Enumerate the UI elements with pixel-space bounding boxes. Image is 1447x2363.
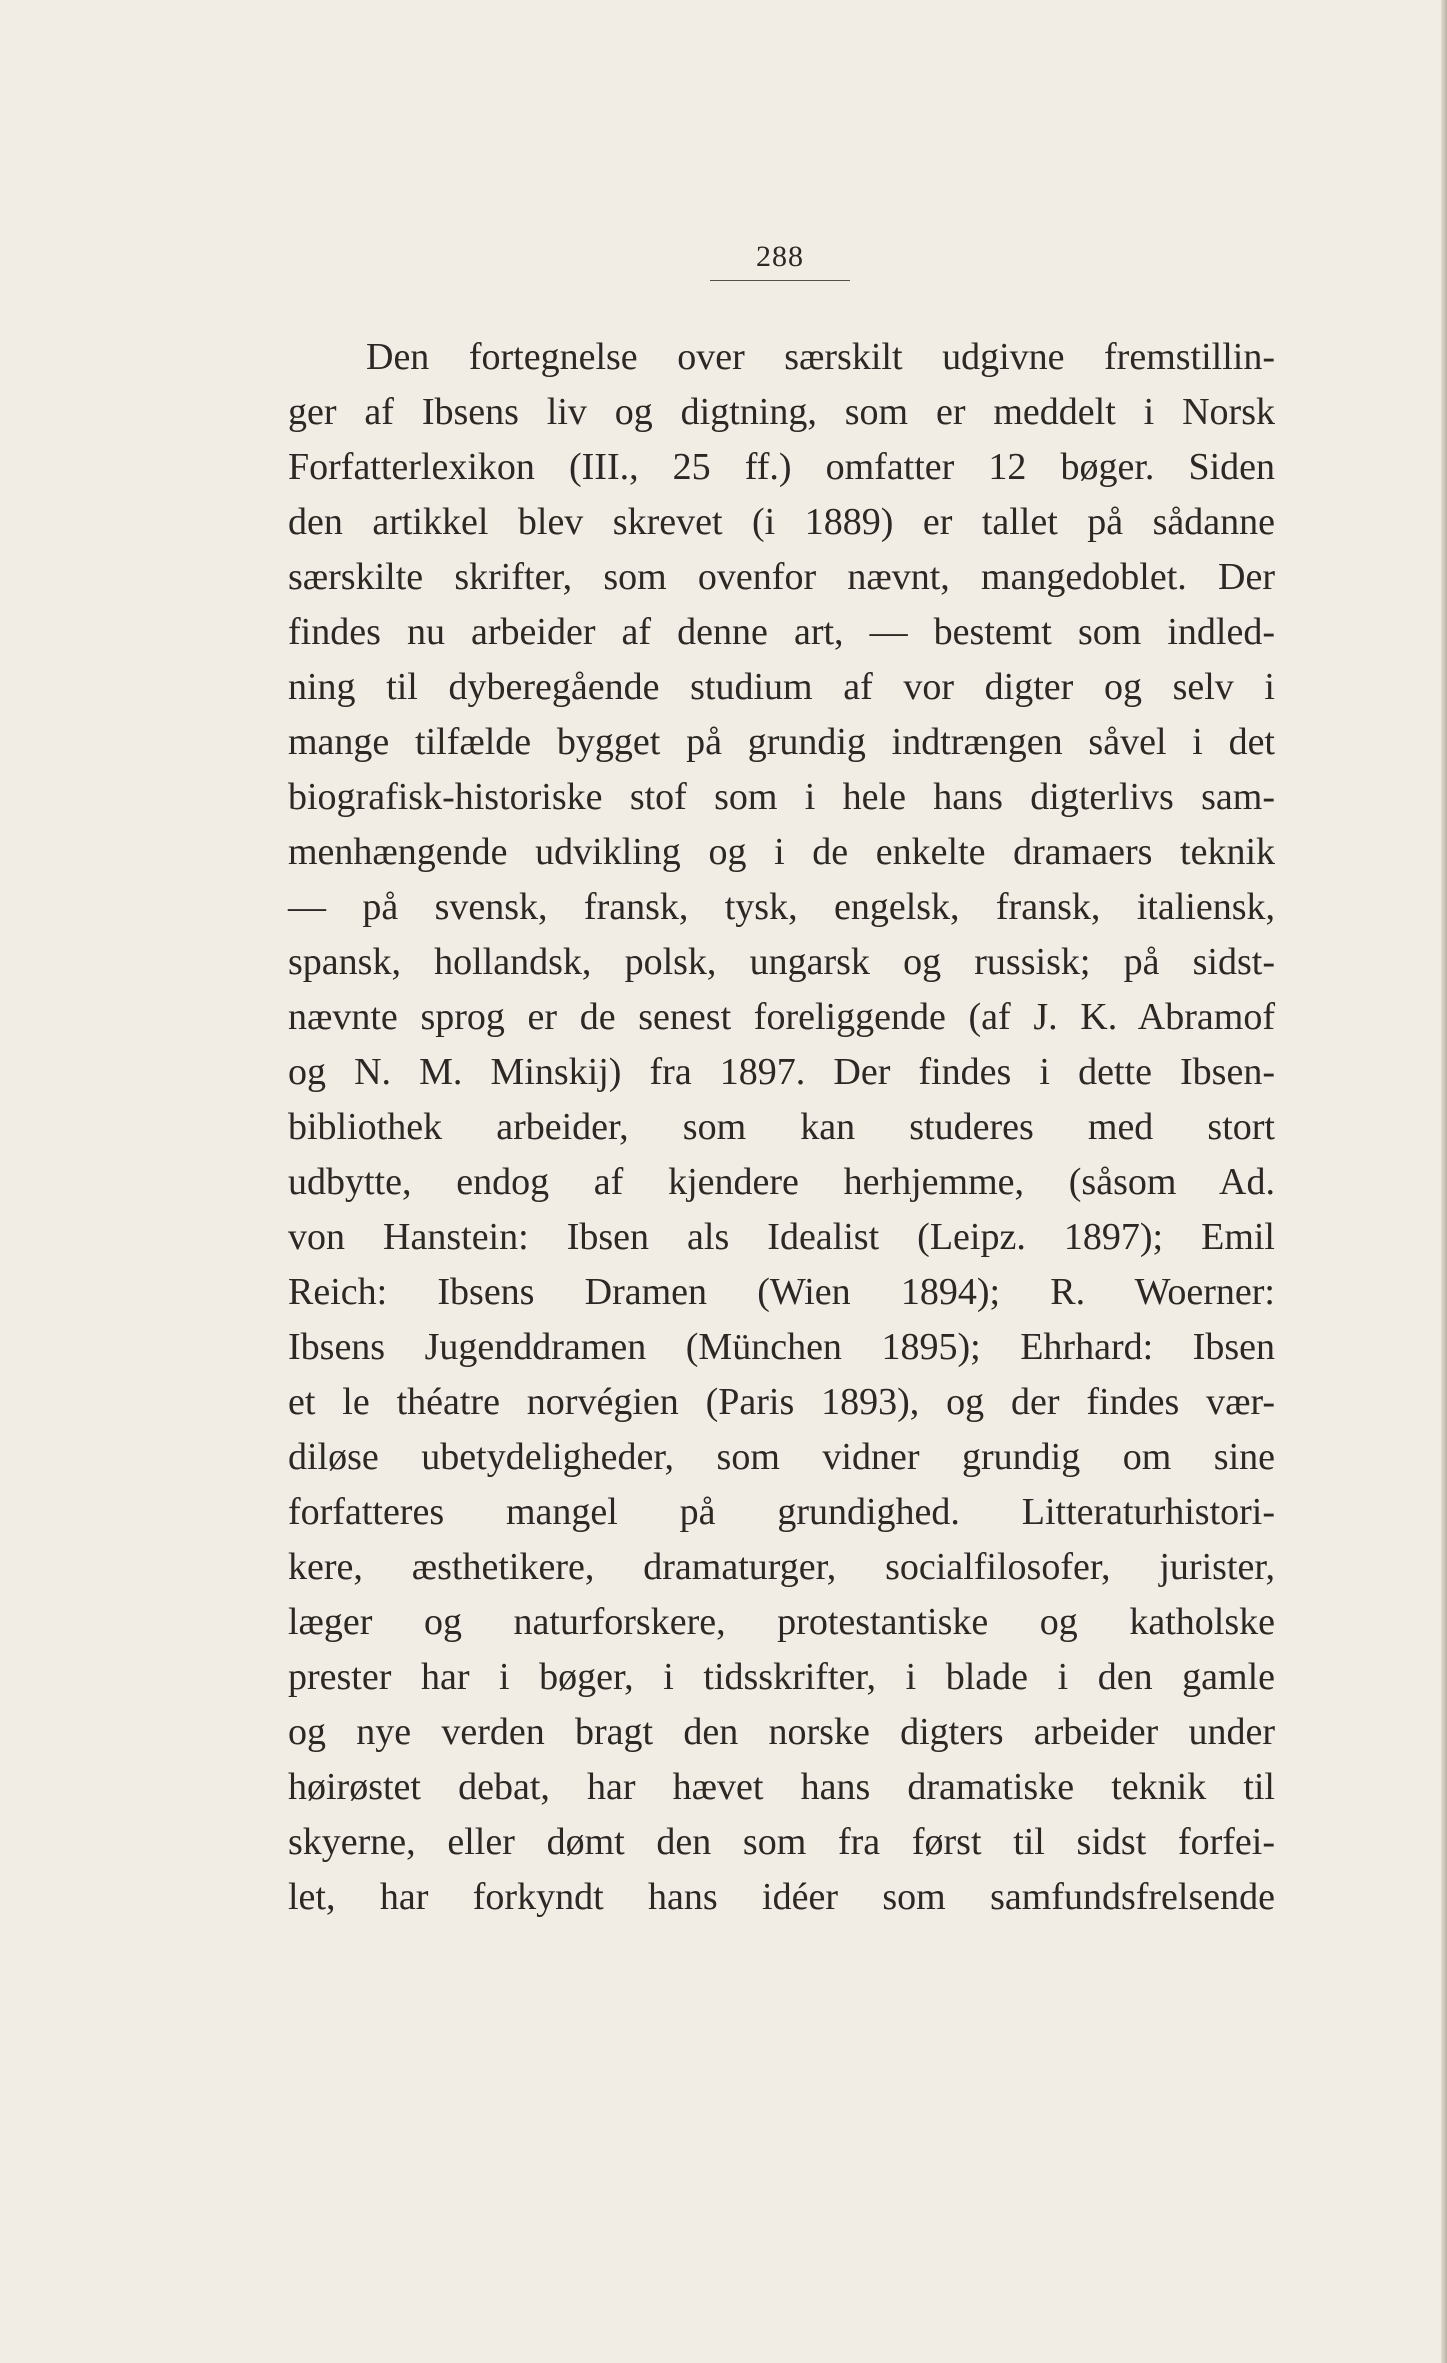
text-line: og nye verden bragt den norske digters arbeider under (288, 1711, 1275, 1753)
text-line: udbytte, endog af kjendere herhjemme, (såsom Ad. (288, 1161, 1275, 1203)
text-line: kere, æsthetikere, dramaturger, socialfilosofer, jurister, (288, 1546, 1275, 1588)
text-line: Den fortegnelse over særskilt udgivne fremstillin- (366, 336, 1275, 378)
text-line: von Hanstein: Ibsen als Idealist (Leipz. 1897); Emil (288, 1216, 1275, 1258)
text-line: spansk, hollandsk, polsk, ungarsk og russisk; på sidst- (288, 941, 1275, 983)
text-line: høirøstet debat, har hævet hans dramatiske teknik til (288, 1766, 1275, 1808)
text-line: og N. M. Minskij) fra 1897. Der findes i dette Ibsen- (288, 1051, 1275, 1093)
text-line: den artikkel blev skrevet (i 1889) er tallet på sådanne (288, 501, 1275, 543)
text-line: — på svensk, fransk, tysk, engelsk, fransk, italiensk, (288, 886, 1275, 928)
text-line: biografisk-historiske stof som i hele hans digterlivs sam- (288, 776, 1275, 818)
text-line: Ibsens Jugenddramen (München 1895); Ehrhard: Ibsen (288, 1326, 1275, 1368)
text-line: særskilte skrifter, som ovenfor nævnt, mangedoblet. Der (288, 556, 1275, 598)
text-line: nævnte sprog er de senest foreliggende (af J. K. Abramof (288, 996, 1275, 1038)
text-line: let, har forkyndt hans idéer som samfundsfrelsende (288, 1876, 1275, 1918)
text-line: forfatteres mangel på grundighed. Litteraturhistori- (288, 1491, 1275, 1533)
page-edge-shadow (1441, 0, 1447, 2363)
body-text (288, 330, 1275, 1925)
text-line: menhængende udvikling og i de enkelte dramaers teknik (288, 831, 1275, 873)
text-line: bibliothek arbeider, som kan studeres med stort (288, 1106, 1275, 1148)
text-line: prester har i bøger, i tidsskrifter, i blade i den gamle (288, 1656, 1275, 1698)
text-line: et le théatre norvégien (Paris 1893), og der findes vær- (288, 1381, 1275, 1423)
text-line: Forfatterlexikon (III., 25 ff.) omfatter 12 bøger. Siden (288, 446, 1275, 488)
text-line: skyerne, eller dømt den som fra først til sidst forfei- (288, 1821, 1275, 1863)
text-line: mange tilfælde bygget på grundig indtrængen såvel i det (288, 721, 1275, 763)
text-line: læger og naturforskere, protestantiske og katholske (288, 1601, 1275, 1643)
text-line: Reich: Ibsens Dramen (Wien 1894); R. Woerner: (288, 1271, 1275, 1313)
page-number-rule (710, 280, 850, 281)
text-line: ger af Ibsens liv og digtning, som er meddelt i Norsk (288, 391, 1275, 433)
text-line: diløse ubetydeligheder, som vidner grundig om sine (288, 1436, 1275, 1478)
page-number: 288 (756, 240, 804, 273)
text-line: findes nu arbeider af denne art, — bestemt som indled- (288, 611, 1275, 653)
text-line: ning til dyberegående studium af vor digter og selv i (288, 666, 1275, 708)
